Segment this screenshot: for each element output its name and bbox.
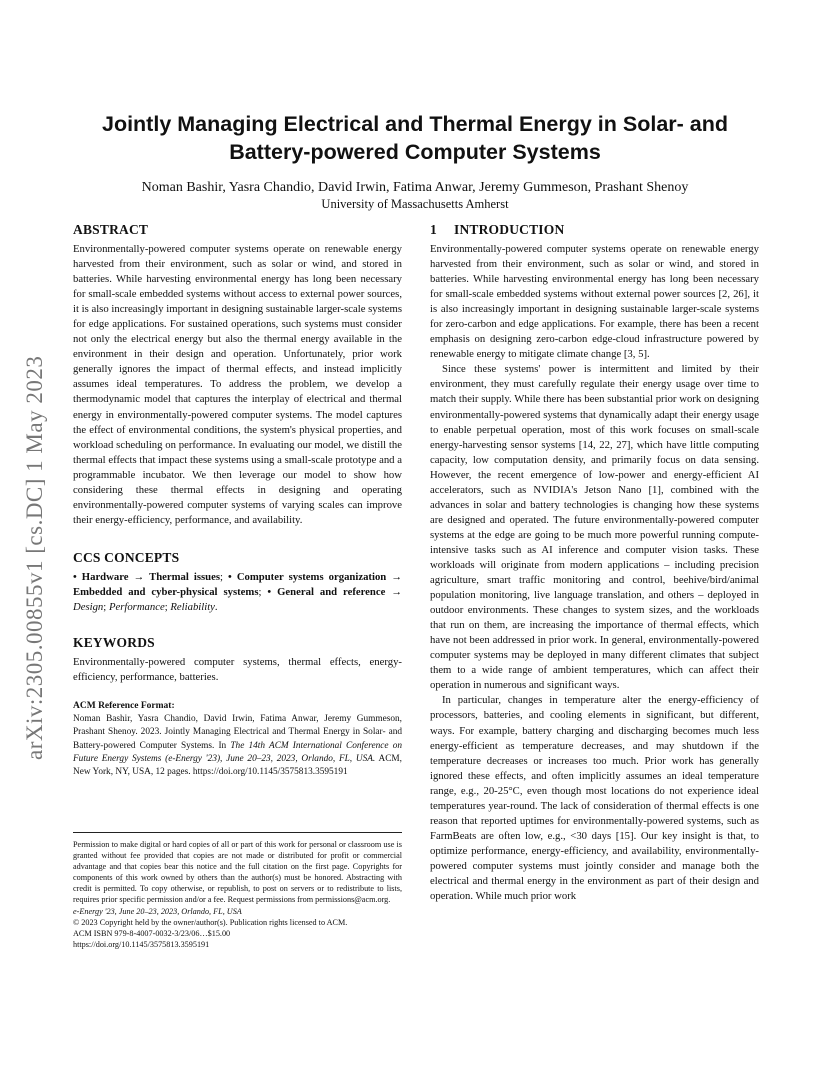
affiliation: University of Massachusetts Amherst bbox=[321, 197, 509, 211]
footer-divider bbox=[73, 832, 402, 833]
ccs-concepts-section bbox=[73, 550, 402, 615]
ccs-hardware: • Hardware → Thermal issues bbox=[73, 570, 221, 583]
abstract-text: Environmentally-powered computer systems operate on renewable energy harvested from their environment, such as solar or wind, and stored in batteries. While harvesting environmental energy has long been necessary for small-scale embedded systems without access to external power sources, it is also increasingly important in designing sustainable larger-scale systems for edge applications. For sustained operations, such systems must consider not only the electrical energy but also the thermal energy available in the environment in their design and operation. Unfortunately, prior work generally ignores the impact of thermal effects, and instead implicitly assumes ideal temperatures. To address the problem, we develop a thermodynamic model that captures the interplay of electrical and thermal energy in environmentally-powered computer systems. The model captures the effect of environmental conditions, the system's physical properties, and workload scheduling on performance. In evaluating our model, we distill the thermal effects that impact these systems using a small-scale prototype and a programmable incubator. We then leverage our model to show how considering these thermal effects in designing and operating environmentally-powered computer systems of varying scales can improve their energy-efficiency, performance, and availability. bbox=[73, 243, 402, 526]
acm-reference-heading: ACM Reference Format: bbox=[73, 701, 175, 712]
abstract-heading: ABSTRACT bbox=[73, 222, 149, 237]
intro-paragraph: In particular, changes in temperature alter the energy-efficiency of processors, batteries, and cooling elements in significant, but different, ways. For example, battery charging and discharging becomes much less energy-efficient as temperature decreases, and may shutdown if the temperature decreases or increases too much. Prior work has generally ignored these effects, and often implicitly assumes an ideal temperature range, e.g., 20-25°C, even though most locations do not experience ideal temperatures year-round. The lack of consideration of thermal effects is one reason that reported uptimes for environmentally-powered systems, such as FarmBeats are often low, e.g., <30 days [15]. Our key insight is that, to optimize performance, energy-efficiency, and availability, environmentally-powered computer systems must jointly consider and manage both the electrical and thermal energy in the environment as part of their design and operation. While much prior work bbox=[430, 694, 759, 903]
ccs-separator: ; bbox=[164, 600, 171, 613]
doi-link[interactable]: https://doi.org/10.1145/3575813.3595191 bbox=[73, 939, 210, 949]
ccs-heading: CCS CONCEPTS bbox=[73, 549, 180, 565]
ccs-separator: ; bbox=[258, 585, 268, 598]
ccs-computer-systems: • Computer systems organization → Embedded and cyber-physical systems bbox=[73, 570, 402, 598]
introduction-heading bbox=[430, 222, 759, 238]
introduction-section bbox=[430, 222, 759, 904]
author-list: Noman Bashir, Yasra Chandio, David Irwin, Fatima Anwar, Jeremy Gummeson, Prashant Shenoy bbox=[141, 180, 689, 195]
ccs-end: . bbox=[214, 600, 218, 613]
ccs-reliability: Reliability bbox=[170, 600, 215, 613]
keywords-text: Environmentally-powered computer systems, thermal effects, energy-efficiency, performance, batteries. bbox=[73, 656, 402, 684]
acm-reference-section bbox=[73, 701, 402, 779]
acm-reference-publisher: ACM, New York, NY, USA, 12 pages. https://doi.org/10.1145/3575813.3595191 bbox=[73, 753, 402, 777]
intro-paragraph: Since these systems' power is intermittent and limited by their environment, they must carefully regulate their energy usage over time to match their supply. While there has been substantial prior work on designing environmentally-powered systems that dynamically adapt their energy usage to enable perpetual operation, most of this work focuses on small-scale energy-harvesting sensor systems [14, 22, 27], which have little computing capacity, low computation density, and primarily focus on data sensing. However, the recent emergence of low-power and energy-efficient AI accelerators, such as NVIDIA's Jetson Nano [1], combined with the advances in solar and battery technologies is changing how these systems are designed and operated. The future environmentally-powered computer systems at the edge are going to be much more powerful running compute-intensive tasks such as AI inference and computer vision tasks. These workloads will originate from modern applications – including precision agriculture, smart traffic monitoring and control, beehive/bird/animal population monitoring, live language translation, and others – deployed in outdoor environments. These changes to system sizes, and the workloads that run on them, are increasing the importance of thermal effects, which have not been addressed in prior work. In general, environmentally-powered computer systems may be deployed in many different climates that subject them to a wide range of ambient temperatures, which can affect their operation in numerous and significant ways. bbox=[430, 363, 759, 692]
permission-notice: Permission to make digital or hard copies of all or part of this work for personal or classroom use is granted without fee provided that copies are not made or distributed for profit or commercial advantage and that copies bear this notice and the full citation on the first page. Copyrights for components of this work owned by others than the author(s) must be honored. Abstracting with credit is permitted. To copy otherwise, or republish, to post on servers or to redistribute to lists, requires prior specific permission and/or a fee. Request permissions from permissions@acm.org. bbox=[73, 840, 402, 905]
intro-paragraph: Environmentally-powered computer systems operate on renewable energy harvested from their environment, such as solar or wind, and stored in batteries. While harvesting environmental energy has long been necessary for small-scale embedded systems without external power sources [2, 26], it is also increasingly important in designing sustainable larger-scale systems for zero-carbon and edge applications. For example, there has been a recent emphasis on designing zero-carbon edge-cloud infrastructure powered by renewable energy to mitigate climate change [3, 5]. bbox=[430, 243, 759, 361]
abstract-section bbox=[73, 222, 402, 528]
ccs-general: • General and reference bbox=[267, 585, 386, 598]
ccs-design: Design bbox=[73, 600, 104, 613]
permission-footer bbox=[73, 832, 402, 950]
isbn: ACM ISBN 979-8-4007-0032-3/23/06…$15.00 bbox=[73, 928, 231, 938]
left-column bbox=[73, 222, 402, 779]
section-number: 1 bbox=[430, 222, 437, 237]
paper-title: Jointly Managing Electrical and Thermal Energy in Solar- and Battery-powered Computer Systems bbox=[101, 112, 729, 164]
right-column bbox=[430, 222, 759, 904]
arxiv-identifier: arXiv:2305.00855v1 [cs.DC] 1 May 2023 bbox=[22, 355, 47, 760]
keywords-section bbox=[73, 635, 402, 685]
conference-info bbox=[73, 906, 402, 917]
acm-reference-citation: Noman Bashir, Yasra Chandio, David Irwin, Fatima Anwar, Jeremy Gummeson, Prashant Shenoy. 2023. Jointly Managing Electrical and Thermal Energy in Solar- and Battery-powered Computer Systems. In bbox=[73, 714, 402, 751]
acm-reference-venue: The 14th ACM International Conference on Future Energy Systems (e-Energy '23), June 20–23, 2023, Orlando, FL, USA. bbox=[73, 740, 402, 764]
acm-reference-text bbox=[73, 713, 402, 779]
ccs-performance: Performance bbox=[108, 600, 165, 613]
ccs-separator: ; bbox=[103, 600, 109, 613]
conference-name: e-Energy '23, June 20–23, 2023, Orlando, FL, USA bbox=[73, 906, 242, 916]
section-title: INTRODUCTION bbox=[454, 222, 565, 237]
ccs-text bbox=[73, 570, 402, 615]
ccs-separator: ; bbox=[220, 570, 229, 583]
keywords-heading: KEYWORDS bbox=[73, 635, 155, 651]
ccs-arrow: → bbox=[385, 585, 402, 598]
copyright-notice: © 2023 Copyright held by the owner/author(s). Publication rights licensed to ACM. bbox=[73, 917, 348, 927]
